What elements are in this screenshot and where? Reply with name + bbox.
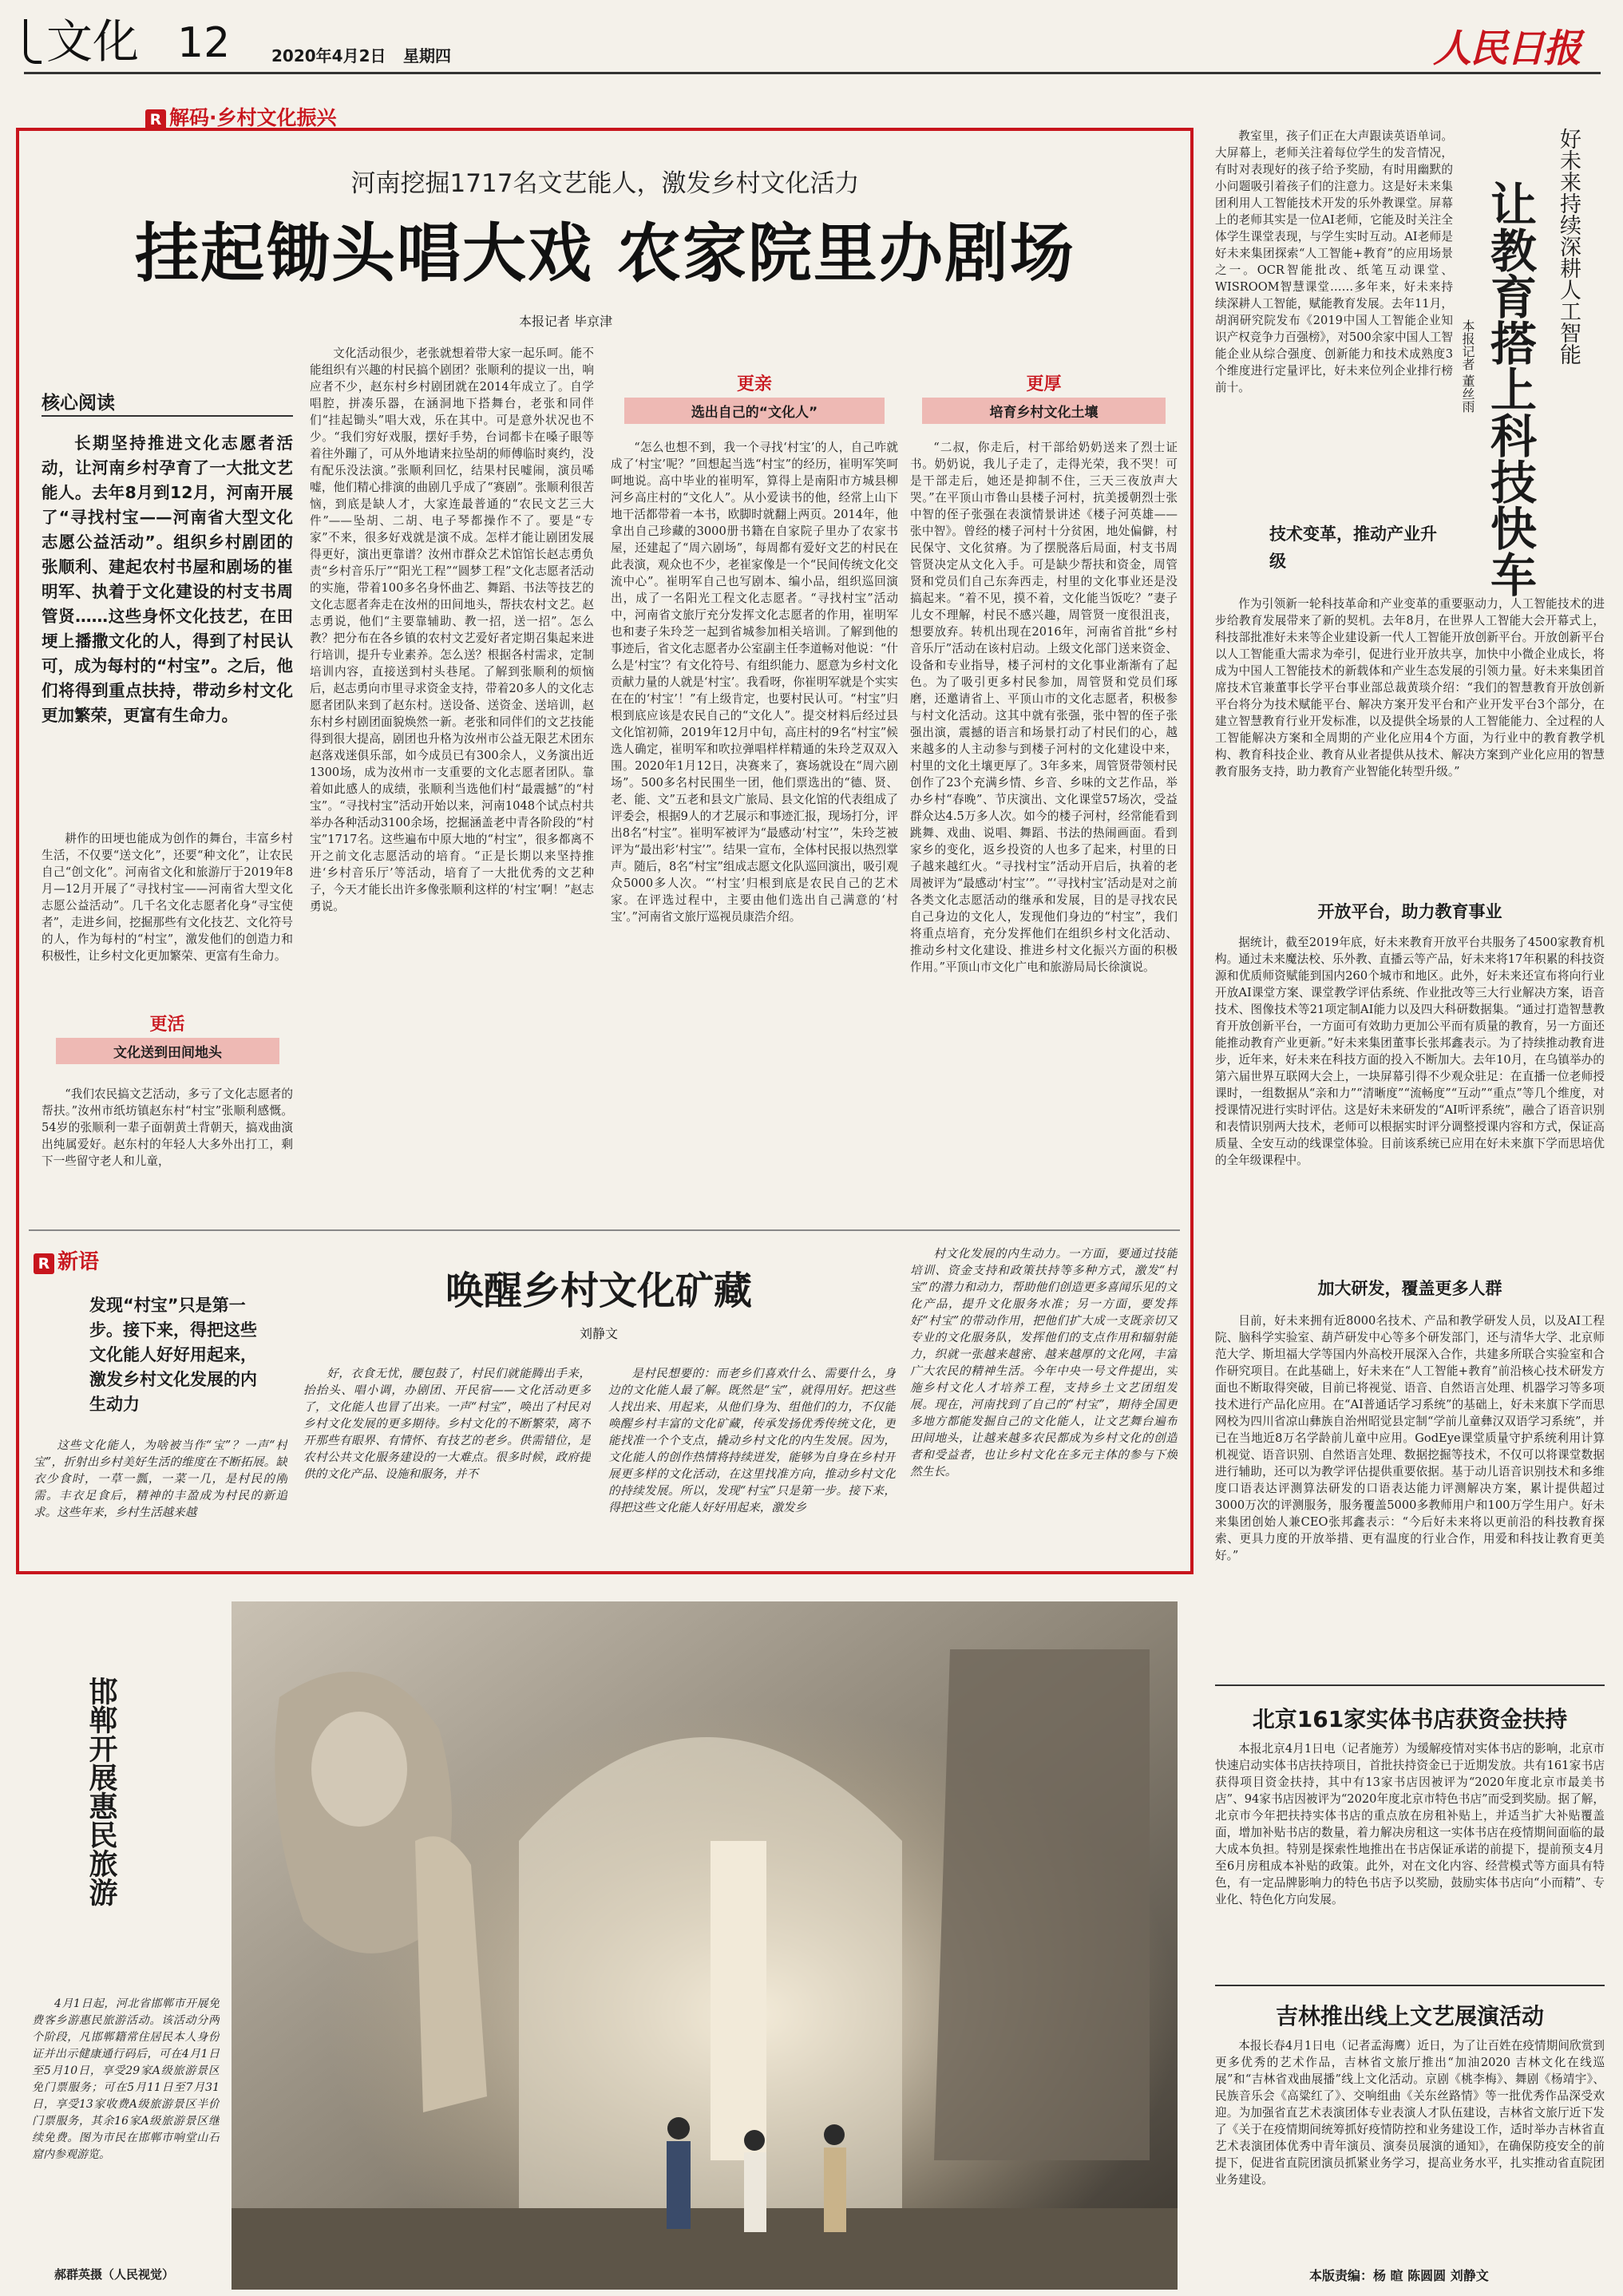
tag-r-badge: R [34, 1253, 54, 1274]
header-rule [24, 72, 1601, 74]
visitor-3-body [824, 2148, 846, 2232]
feature-headline: 挂起锄头唱大戏 农家院里办剧场 [135, 216, 1075, 291]
feature-col3: “怎么也想不到，我一个寻找‘村宝’的人，自己咋就成了‘村宝’呢？”回想起当选“村宝”的经历，崔明军笑呵呵地说。高中毕业的崔明军，算得上是南阳市方城县柳河乡高庄村的“文化人”。从小爱读书的他，经常上山下地干活都带着一本书，欧脚时就翻上两页。2014年，他拿出自己珍藏的3000册书籍在自家院子里办了农家书屋，还建起了“周六剧场”，每周都有爱好文艺的村民在此表演，观众也不少，老崔家像是一个“民间传统文化交流中心”。崔明军自己也写剧本、编小品，组织巡回演出，成了一名阳光工程文化志愿者。“寻找村宝”活动中，河南省文旅厅充分发挥文化志愿者的作用，崔明军也和妻子朱玲芝一起到省城参加相关培训。了解到他的事迹后，省文化志愿者办公室副主任李道畅对他说：“什么是‘村宝’？有文化符号、有组织能力、愿意为乡村文化贡献力量的人就是‘村宝’。我看呀，你崔明军就是个实实在在的‘村宝’！”有上级肯定，也要村民认可。“村宝”归根到底应该是农民自己的“文化人”。提交材料后经过县文化馆初筛，2019年12月中旬，高庄村的9名“村宝”候选人确定，崔明军和吹拉弹唱样样精通的朱玲芝双双入围。2020年1月12日，决赛来了，赛场就设在“周六剧场”。500多名村民围坐一团，他们票选出的“德、贤、老、能、文”五老和县文广旅局、县文化馆的代表组成了评委会，根据9人的才艺展示和事迹汇报，现场打分，评出8名“村宝”。崔明军被评为“最感动‘村宝’”，朱玲芝被评为“最出彩‘村宝’”。结果一宣布，全体村民报以热烈掌声。随后，8名“村宝”组成志愿文化队巡回演出，吸引观众5000多人次。“‘村宝’归根到底是农民自己的艺术家。在评选过程中，主要由他们选出自己满意的‘村宝’。”河南省文旅厅巡视员康浩介绍。 [611, 441, 898, 924]
bookstores-headline: 北京161家实体书店获资金扶持 [1252, 1706, 1568, 1732]
right-niche-carvings [934, 1649, 1150, 2160]
tech-s1-title: 技术变革，推动产业升级 [1269, 525, 1437, 571]
visitor-3 [824, 2124, 845, 2145]
sec2-subtitle: 选出自己的“文化人” [624, 398, 885, 424]
page-header [0, 0, 1623, 73]
commentary-tag-label: 新语 [57, 1250, 100, 1274]
cave-floor [232, 2208, 1178, 2290]
tech-s3-text: 目前，好未来拥有近8000名技术、产品和教学研发人员，以及AI工程院、脑科学实验室、葫芦研发中心等多个研发部门，还与清华大学、北京师范大学、斯坦福大学等国内外高校开展深入合作，共建多所联合实验室和合作研究项目。在此基础上，好未来在“人工智能+教育”前沿核心技术研发方面也不断取得突破，目前已将视觉、语音、自然语言处理、机器学习等多项技术进行产品化应用。在“AI普通话学习系统”的基础上，好未来旗下学而思网校为四川省凉山彝族自治州昭觉县定制“学前儿童彝汉双语学习系统”，并已在当地近8万名学龄前儿童中应用。GodEye课堂质量守护系统利用计算机视觉、语音识别、自然语言处理、数据挖掘等技术，不仅可以将课堂数据进行辅助，还可以为教学评估提供重要依据。基于动儿语音识别技术和多维度口语表达评测算法研发的口语表达能力评测解决方案，累计提供超过3000万次的评测服务，服务覆盖5000多教师用户和100万学生用户。好未来集团创始人兼CEO张邦鑫表示：“今后好未来将以更前沿的科技教育探索、更具力度的开放举措、更有温度的行业合作，用爱和科技让教育更美好。” [1215, 1314, 1605, 1562]
jilin-headline: 吉林推出线上文艺展演活动 [1275, 2003, 1544, 2029]
sec2-title: 更亲 [736, 374, 772, 394]
commentary-lead: 发现“村宝”只是第一步。接下来，得把这些文化能人好好用起来，激发乡村文化发展的内生动力 [89, 1296, 257, 1414]
visitor-1 [667, 2117, 690, 2140]
sec3-title: 更厚 [1026, 374, 1062, 394]
sec3-subtitle: 培育乡村文化土壤 [922, 398, 1166, 424]
sec1-subtitle: 文化送到田间地头 [56, 1038, 279, 1064]
tech-s3-title: 加大研发，覆盖更多人群 [1317, 1279, 1502, 1298]
issue-date: 2020年4月2日 [271, 46, 386, 65]
commentary-col3: 是村民想要的：而老乡们喜欢什么、需要什么，身边的文化能人最了解。既然是“宝”，就得用好。把这些人找出来、用起来，从他们身为、组他们的力，不仅能唤醒乡村丰富的文化矿藏，传承发扬优秀传统文化，更能找准一个个支点，撬动乡村文化的内生发展。因为，文化能人的创作热情将持续迸发，能够为自身在乡村开展更多样的文化活动，在这里找准方向，推动乡村文化的持续发展。所以，发现“村宝”只是第一步。接下来，得把这些文化能人好好用起来，激发乡 [608, 1367, 896, 1514]
niche-pillar [711, 1841, 766, 2160]
visitor-1-body [667, 2141, 691, 2229]
bookstores-top-rule [1215, 1684, 1605, 1686]
commentary-top-rule [29, 1229, 1180, 1231]
core-reading-rule [42, 415, 293, 417]
feature-kicker: 河南挖掘1717名文艺能人，激发乡村文化活力 [350, 169, 860, 198]
feature-tag-label: 解码·乡村文化振兴 [169, 106, 337, 129]
jilin-top-rule [1215, 1985, 1605, 1986]
core-reading-label: 核心阅读 [42, 393, 115, 414]
jilin-text: 本报长春4月1日电（记者孟海鹰）近日，为了让百姓在疫情期间欣赏到更多优秀的艺术作品，吉林省文旅厅推出“加油2020 吉林文化在线巡展”和“吉林省戏曲展播”线上文化活动。京剧《桃李梅》、舞剧《杨靖宇》、民族音乐会《高粱红了》、交响组曲《关东丝路情》等一批优秀作品深受欢迎。为加强省直艺术表演团体专业表演人才队伍建设，吉林省文旅厅近下发了《关于在疫情期间统筹抓好疫情防控和业务建设工作，适时举办吉林省直艺术表演团体优秀中青年演员、演奏员展演的通知》，在确保防疫安全的前提下，促进省直院团演员抓紧业务学习，提高业务水平，扎实推动省直院团业务建设。 [1215, 2039, 1605, 2187]
commentary-col2: 好，衣食无忧，腰包鼓了，村民们就能腾出手来，抬抬头、唱小调，办剧团、开民宿——文化活动更多了，文化能人也冒了出来。一声“村宝”，唤出了村民对乡村文化发展的更多期待。乡村文化的不断繁荣，离不开那些有眼界、有情怀、有技艺的老乡。供需错位，是农村公共文化服务建设的一大难点。很多时候，政府提供的文化产品、设施和服务，并不 [303, 1367, 591, 1481]
feature-byline: 本报记者 毕京津 [519, 314, 613, 329]
tech-s1-text: 作为引领新一轮科技革命和产业变革的重要驱动力，人工智能技术的进步给教育发展带来了新的契机。去年8月，在世界人工智能大会开幕式上，科技部批准好未来等企业建设新一代人工智能开放创新平台。开放创新平台以人工智能重大需求为牵引，促进行业开放共享，加快中小微企业成长，将成为中国人工智能技术的新载体和产业生态发展的引领力量。好未来集团首席技术官兼董事长学平台事业部总裁黄琰介绍：“我们的智慧教育开放创新平台将分为技术赋能平台、解决方案开发平台和产业开发平台3个部分，在建立智慧教育行业开发标准，以及提供全场景的人工智能能力、全过程的人工智能解决方案和全周期的产业化应用4个方面，为行业中的教育教学机构、教育科技企业、教育从业者提供从技术、解决方案到产业化应用的智慧教育服务支持，助力教育产业智能化转型升级。” [1215, 597, 1605, 778]
bookstores-text: 本报北京4月1日电（记者施芳）为缓解疫情对实体书店的影响，北京市快速启动实体书店扶持项目，首批扶持资金已于近期发放。共有161家书店获得项目资金扶持，其中有13家书店因被评为“2020年度北京市最美书店”、94家书店因被评为“2020年度北京市特色书店”而受到奖励。据了解，北京市今年把扶持实体书店的重点放在房租补贴上，并适当扩大补贴覆盖面，增加补贴书店的数量，着力解决房租这一实体书店在疫情期间面临的最大成本负担。特别是探索性地推出在书店保证承诺的前提下，提前预支4月至6月房租成本补贴的政策。此外，对在文化内容、经营模式等方面具有特色，有一定品牌影响力的特色书店予以奖励，鼓励实体书店向“小而精”、专业化、特色化方向发展。 [1215, 1742, 1605, 1906]
section-bracket [24, 19, 42, 64]
feature-intro: 耕作的田埂也能成为创作的舞台，丰富乡村生活，不仅要“送文化”，还要“种文化”，让农民自己“创文化”。河南省文化和旅游厅于2019年8月—12月开展了“寻找村宝——河南省大型文化志愿公益活动”。几千名文化志愿者化身“寻宝使者”，走进乡间，挖掘那些有文化技艺、文化符号的人，作为每村的“村宝”，激发他们的创造力和积极性，让乡村文化更加繁荣、更富有生命力。 [42, 832, 293, 963]
cave-photo [232, 1601, 1178, 2290]
photo-title: 邯郸开展惠民旅游 [85, 1676, 117, 1906]
tech-s2-title: 开放平台，助力教育事业 [1317, 902, 1502, 921]
cave-photo-svg [232, 1601, 1178, 2290]
core-reading-text: 长期坚持推进文化志愿者活动，让河南乡村孕育了一大批文艺能人。去年8月到12月，河南开展了“寻找村宝——河南省大型文化志愿公益活动”。组织乡村剧团的张顺利、建起农村书屋和剧场的崔明军、执着于文化建设的村支书周管贤……这些身怀文化技艺，在田埂上播撒文化的人，得到了村民认可，成为每村的“村宝”。之后，他们将得到重点扶持，带动乡村文化更加繁荣，更富有生命力。 [42, 433, 293, 725]
sec1-title: 更活 [149, 1015, 185, 1035]
editors-line: 本版责编：杨 暄 陈圆圆 刘静文 [1309, 2268, 1489, 2283]
commentary-col1: 这些文化能人，为啥被当作“宝”？一声“村宝”，折射出乡村美好生活的维度在不断拓展。缺衣少食时，一草一瓢，一菜一几，是村民的刚需。丰衣足食后，精神的丰盈成为村民的新追求。这些年来，乡村生活越来越 [34, 1439, 287, 1519]
photo-caption: 4月1日起，河北省邯郸市开展免费客乡游惠民旅游活动。该活动分两个阶段，凡邯郸籍常住居民本人身份证并出示健康通行码后，可在4月1日至5月10日，享受29家A级旅游景区免门票服务；可在5月11日至7月31日，享受13家收费A级旅游景区半价门票服务，其余16家A级旅游景区继续免费。图为市民在邯郸市响堂山石窟内参观游览。 [32, 1997, 220, 2161]
feature-col2: 文化活动很少，老张就想着带大家一起乐呵。能不能组织有兴趣的村民搞个剧团？张顺利的提议一出，响应者不少，赵东村乡村剧团就在2014年成立了。自学唱腔，拼凑乐器，在涵洞地下搭舞台，老张和同伴们“挂起锄头”唱大戏，乐在其中。可是意外状况也不少。“我们穷好戏服，摆好手势，台词都卡在嗓子眼等着往外蹦了，可从外地请来拉坠胡的师傅临时爽约，没有配乐没法演。”张顺利回忆，结果村民嘘闹，演员唏嘘，他们精心排演的曲剧几乎成了“赛剧”。张顺利很苦恼，到底是缺人才，大家连最普通的“农民文艺三大件”——坠胡、二胡、电子琴都操作不了。要是“专家”不来，很多好戏就是演不成。怎样才能让剧团发展得更好，演出更靠谱？汝州市群众艺术馆馆长赵志勇负责“乡村音乐厅”“阳光工程”“圆梦工程”文化志愿者活动的实施，带着100多名身怀曲艺、舞蹈、书法等技艺的文化志愿者奔走在汝州的田间地头，帮扶农村文艺。赵志勇说，他们“主要靠辅助、教一招，送一招”。怎么教？把分布在各乡镇的农村文艺爱好者定期召集起来进行培训，提升专业素养。怎么送？根据各村需求，定制培训内容，直接送到村头巷尾。了解到张顺利的烦恼后，赵志勇向市里寻求资金支持，带着20多人的文化志愿者团队来到了赵东村。送设备、送资金、送培训，赵东村乡村剧团面貌焕然一新。老张和同伴们的文艺技能得到很大提高，剧团也升格为汝州市公益无限艺术团东赵落戏迷俱乐部，如今成员已有300余人，义务演出近1300场，成为汝州市一支重要的文化志愿者团队。靠着如此感人的成绩，张顺利当选他们村“最震撼”的“村宝”。“寻找村宝”活动开始以来，河南1048个试点村共举办各种活动3100余场，挖掘涵盖老中青各阶段的“村宝”1717名。这些遍布中原大地的“村宝”，很多都离不开之前文化志愿活动的培育。“正是长期以来坚持推进‘乡村音乐厅’等活动，培育了一大批优秀的文艺种子，今天才能长出许多像张顺利这样的‘村宝’啊！”赵志勇说。 [310, 346, 594, 913]
feature-col4: “二叔，你走后，村干部给奶奶送来了烈士证书。奶奶说，我儿子走了，走得光荣，我不哭！可是干部走后，她还是抑制不住，三天三夜放声大哭。”在平顶山市鲁山县楼子河村，抗美援朝烈士张中智的侄子张强在表演情景讲述《楼子河英雄——张中智》。曾经的楼子河村十分贫困，地处偏僻，村民保守、文化贫瘠。为了摆脱落后局面，村支书周管贤决定从文化入手。可是缺少帮扶和资金，周管贤和党员们自己东奔西走，村里的文化事业还是没搞起来。“着不见，摸不着，文化能当饭吃？”妻子儿女不理解，村民不感兴趣，周管贤一度很沮丧，想要放弃。转机出现在2016年，河南省首批“乡村音乐厅”活动在该村启动。上级文化部门送来资金、设备和专业指导，楼子河村的文化事业渐渐有了起色。为了吸引更多村民参加，周管贤和党员们琢磨，还邀请省上、平顶山市的文化志愿者，积极参与村文化活动。这其中就有张强，张中智的侄子张强出演，震撼的语言和场景打动了村民们的心，越来越多的人主动参与到楼子河村的文化建设中来，村里的文化土壤更厚了。3年多来，周管贤带领村民创作了23个充满乡情、乡音、乡味的文艺作品，举办乡村“春晚”、节庆演出、文化课堂57场次，受益群众达4.5万多人次。如今的楼子河村，经常能看到跳舞、戏曲、说唱、舞蹈、书法的热闹画面。看到家乡的变化，返乡投资的人也多了起来，村里的日子越来越红火。“寻找村宝”活动开启后，执着的老周被评为“最感动‘村宝’”。“‘寻找村宝’活动是对之前各类文化志愿活动的继承和发展，目的是寻找农民自己身边的文化人，发现他们身边的“村宝”，我们将重点培育，充分发挥他们在组织乡村文化活动、推动乡村文化建设、推进乡村文化振兴方面的积极作用。”平顶山市文化广电和旅游局局长徐演说。 [910, 441, 1178, 974]
statue-head [311, 1712, 407, 1827]
section-name: 文化 [46, 14, 140, 69]
tech-byline: 本报记者 董丝雨 [1460, 319, 1475, 414]
tech-vtitle-big: 让教育搭上科技快车 [1482, 180, 1537, 597]
photo-credit: 郝群英摄（人民视觉） [54, 2267, 175, 2282]
sec1-text: “我们农民搞文艺活动，多亏了文化志愿者的帮扶。”汝州市纸坊镇赵东村“村宝”张顺利感慨。54岁的张顺利一辈子面朝黄土背朝天，搞戏曲演出纯属爱好。赵东村的年轻人大多外出打工，剩下一些留守老人和儿童， [42, 1087, 293, 1168]
commentary-col4: 村文化发展的内生动力。一方面，要通过技能培训、资金支持和政策扶持等多种方式，激发“村宝”的潜力和动力，帮助他们创造更多喜闻乐见的文化产品，提升文化服务水准；另一方面，要发挥好“村宝”的带动作用，把他们扩大成一支既亲切又专业的文化服务队，发挥他们的支点作用和辐射能力，织就一张越来越密、越来越厚的文化网，丰富广大农民的精神生活。今年中央一号文件提出，实施乡村文化人才培养工程，支持乡土文艺团组发展。现在，河南找到了自己的“村宝”，期待全国更多地方都能发掘自己的文化能人，让文艺舞台遍布田间地头，让越来越多农民都成为乡村文化的创造者和受益者，也让乡村文化在多元主体的参与下焕然生长。 [910, 1247, 1178, 1479]
tag-r-badge: R [145, 109, 166, 130]
page-number: 12 [177, 19, 231, 67]
issue-weekday: 星期四 [403, 46, 451, 65]
masthead-logo: 人民日报 [1433, 26, 1581, 71]
tech-vtitle-small: 好未来持续深耕人工智能 [1556, 128, 1581, 365]
feature-tag [145, 102, 337, 131]
commentary-byline: 刘静文 [579, 1326, 618, 1341]
visitor-2-body [744, 2152, 766, 2232]
commentary-tag [34, 1245, 99, 1275]
visitor-2 [744, 2130, 765, 2151]
commentary-headline: 唤醒乡村文化矿藏 [445, 1269, 752, 1313]
tech-s2-text: 据统计，截至2019年底，好未来教育开放平台共服务了4500家教育机构。通过未来魔法校、乐外教、直播云等产品，好未来将17年积累的科技资源和优质师资赋能到国内260个城市和地区。此外，好未来还宣布将向行业开放AI课堂方案、课堂教学评估系统、作业批改等三大行业解决方案，语音技术、图像技术等21项定制AI能力以及四大科研数据集。“通过打造智慧教育开放创新平台，一方面可有效助力更加公平而有质量的教育，另一方面还能推动教育产业更新。”好未来集团董事长张邦鑫表示。为了持续推动教育进步，近年来，好未来在科技方面的投入不断加大。去年10月，在乌镇举办的第六届世界互联网大会上，一块屏幕引得不少观众驻足：在直播一位老师授课时，一组数据从“亲和力”“清晰度”“流畅度”“互动”“重点”等几个维度，对授课情况进行实时评估。这是好未来研发的“AI听评系统”，融合了语音识别和表情识别两大技术，老师可以根据实时评分调整授课内容和方式，保证高质量、全安互动的线课堂体验。目前该系统已应用在好未来旗下学而思培优的全年级课程中。 [1215, 936, 1605, 1167]
tech-intro: 教室里，孩子们正在大声跟读英语单词。大屏幕上，老师关注着每位学生的发音情况，有时对表现好的孩子给予奖励，有时用幽默的小问题吸引着孩子们的注意力。这是好未来集团利用人工智能技术开发的乐外教课堂。屏幕上的老师其实是一位AI老师，它能及时关注全体学生课堂表现，与学生实时互动。AI老师是好未来集团探索“人工智能+教育”的应用场景之一。OCR智能批改、纸笔互动课堂、WISROOM智慧课堂……多年来，好未来持续深耕人工智能，赋能教育发展。去年11月，胡润研究院发布《2019中国人工智能企业知识产权竞争力百强榜》，对500余家中国人工智能企业从综合强度、创新能力和技术成熟度3个维度进行定量评比，好未来位列企业排行榜前十。 [1215, 129, 1453, 394]
